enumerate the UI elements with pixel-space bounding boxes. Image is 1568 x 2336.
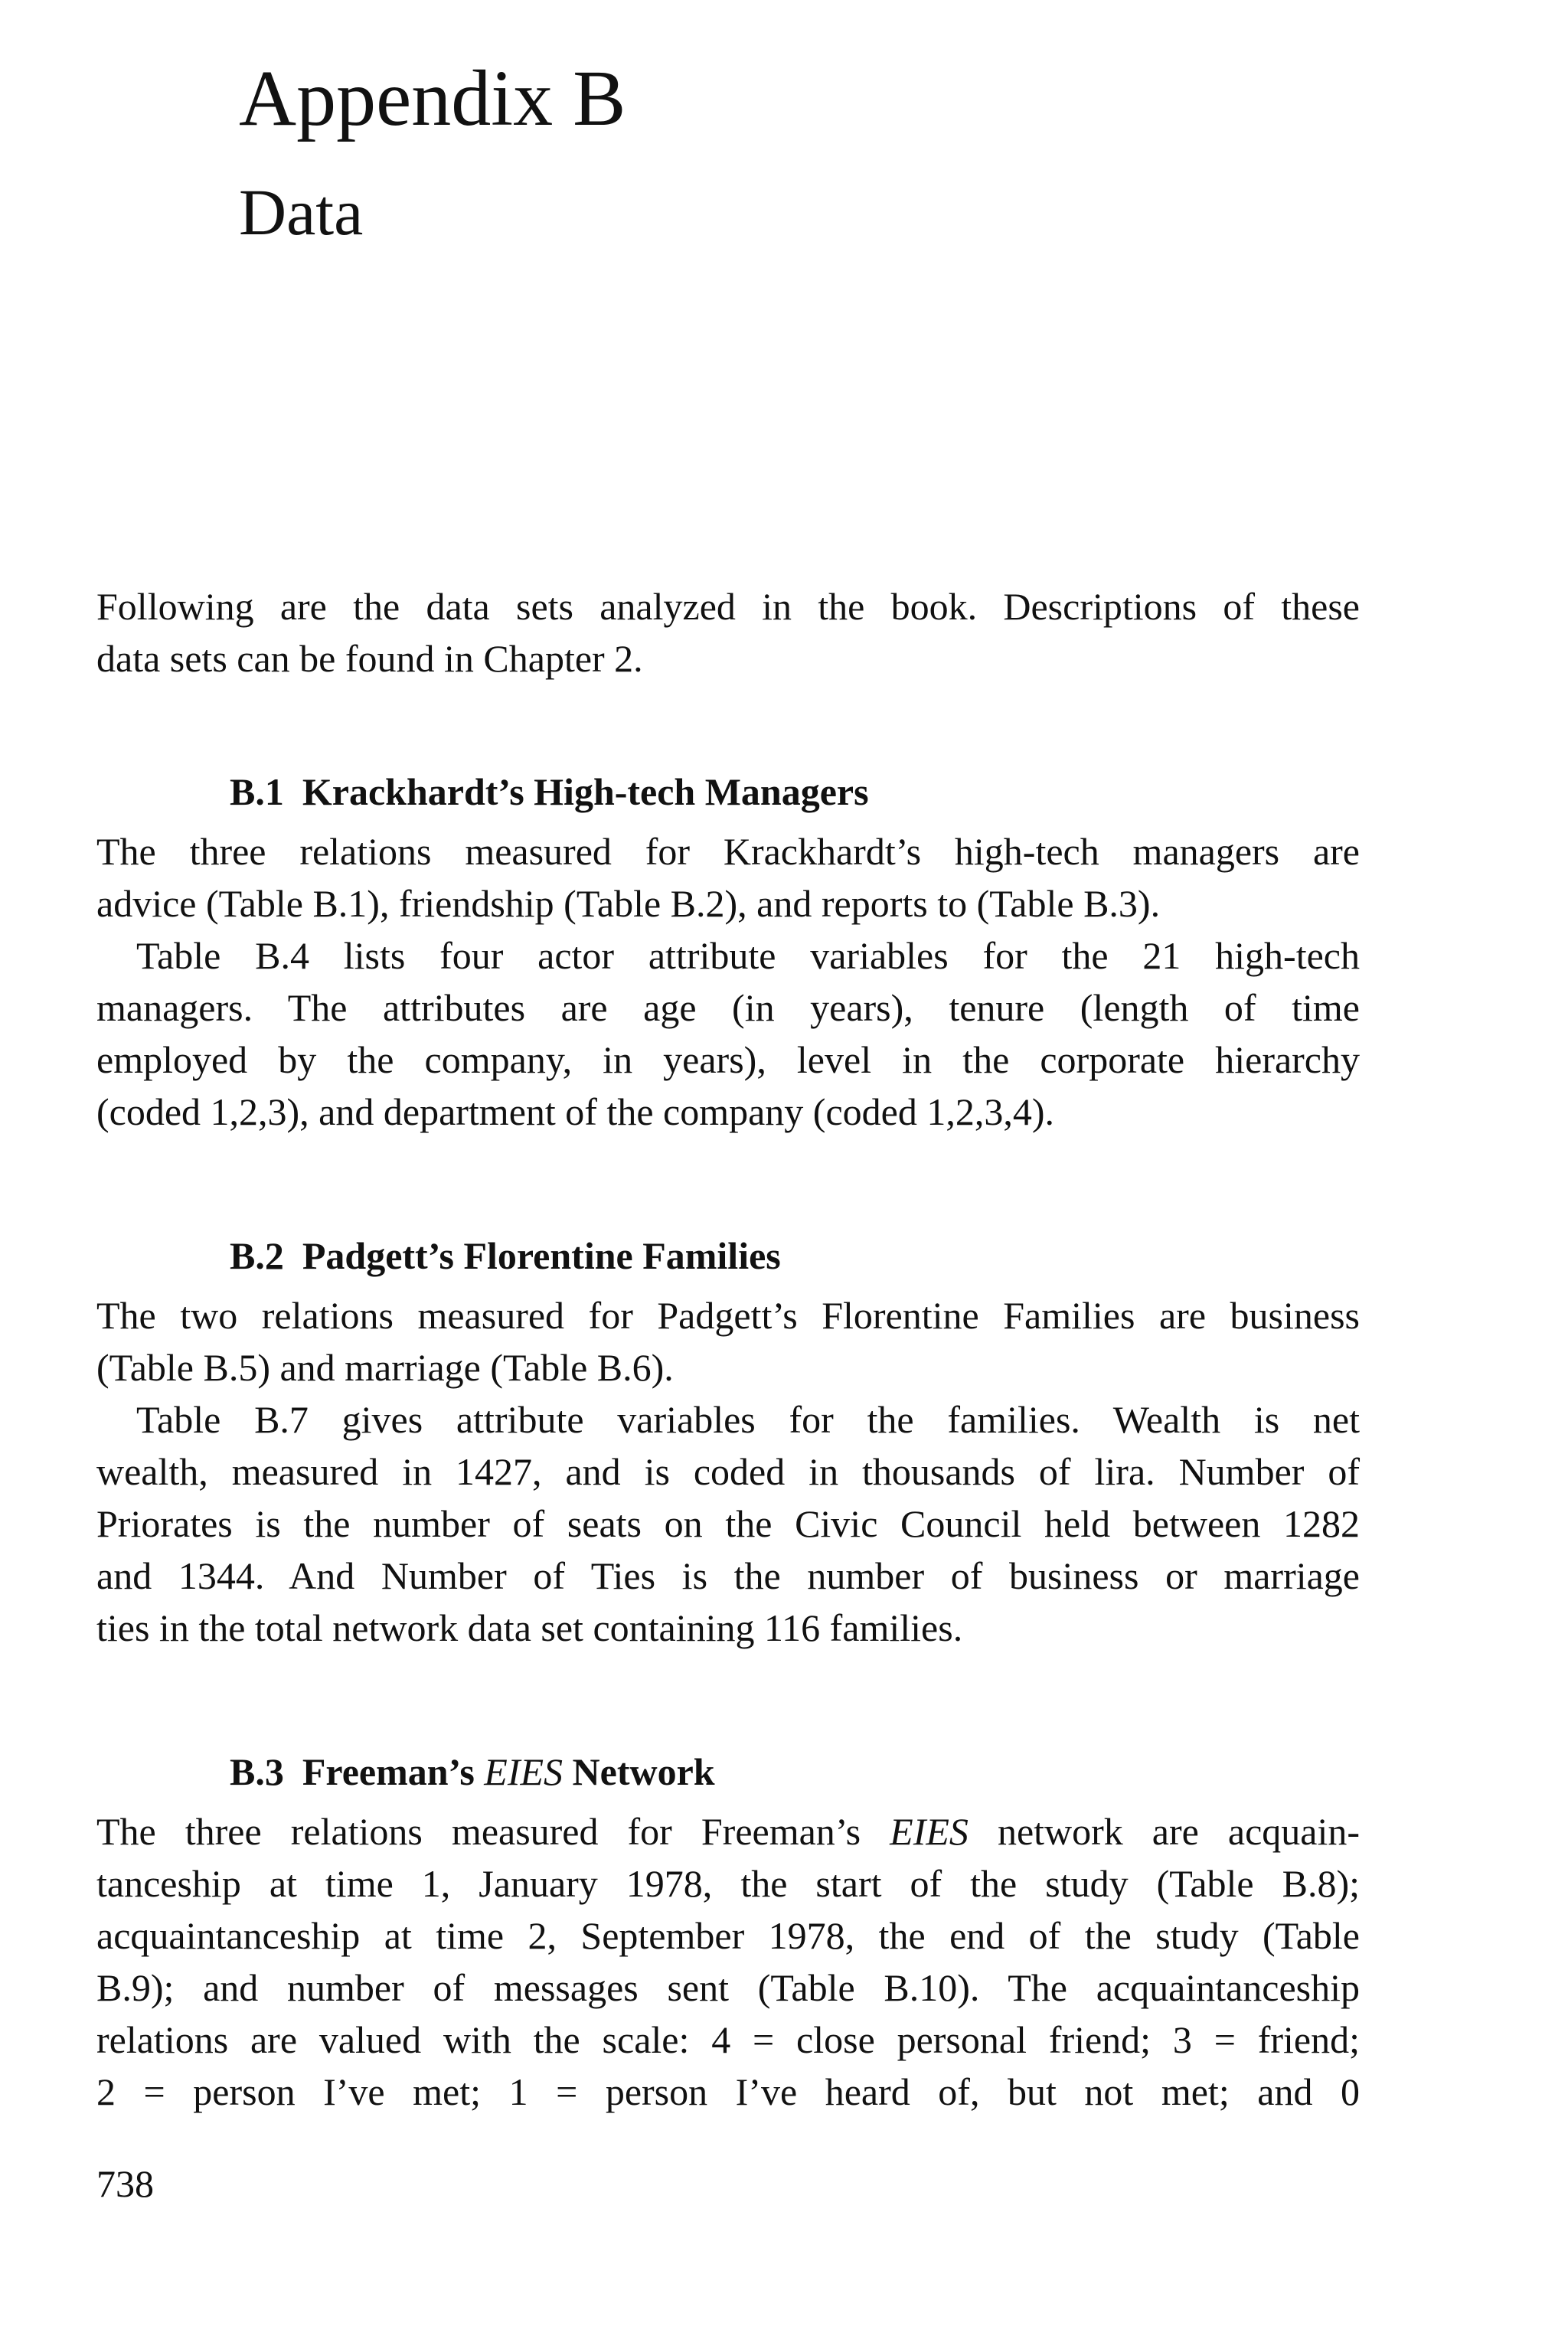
body-line: tanceship at time 1, January 1978, the start of the study (Table B.8); — [96, 1862, 1360, 1905]
appendix-title: Data — [239, 175, 364, 249]
body-line: relations are valued with the scale: 4 = close personal friend; 3 = friend; — [96, 2018, 1360, 2061]
body-text-italic: EIES — [890, 1810, 969, 1853]
section-title: Padgett’s Florentine Families — [302, 1234, 781, 1277]
body-line: wealth, measured in 1427, and is coded in thousands of lira. Number of — [96, 1450, 1360, 1493]
section-title-italic: EIES — [484, 1750, 564, 1793]
body-line: acquaintanceship at time 2, September 1978, the end of the study (Table — [96, 1914, 1360, 1957]
body-line: 2 = person I’ve met; 1 = person I’ve heard of, but not met; and 0 — [96, 2070, 1360, 2113]
intro-paragraph — [96, 580, 1360, 684]
section-b1-paragraph-1 — [96, 825, 1360, 929]
body-line: advice (Table B.1), friendship (Table B.2), and reports to (Table B.3). — [96, 882, 1161, 925]
section-number: B.1 — [230, 770, 284, 813]
section-b3-paragraph-1 — [96, 1805, 1360, 2118]
body-line: The two relations measured for Padgett’s Florentine Families are business — [96, 1294, 1360, 1337]
section-heading-b2 — [230, 1230, 781, 1282]
section-b1-paragraph-2 — [96, 929, 1360, 1138]
section-number: B.2 — [230, 1234, 284, 1277]
page-number: 738 — [96, 2162, 154, 2205]
section-number: B.3 — [230, 1750, 284, 1793]
section-b2-paragraph-2 — [96, 1393, 1360, 1654]
appendix-label: Appendix B — [239, 54, 626, 142]
body-line: and 1344. And Number of Ties is the number of business or marriage — [96, 1554, 1360, 1597]
body-line — [96, 1805, 1360, 1857]
section-heading-b1 — [230, 766, 869, 818]
body-line: Table B.4 lists four actor attribute variables for the 21 high-tech — [136, 934, 1360, 977]
body-line: (coded 1,2,3), and department of the company (coded 1,2,3,4). — [96, 1090, 1054, 1133]
body-line: The three relations measured for Krackhardt’s high-tech managers are — [96, 830, 1360, 873]
body-line: Table B.7 gives attribute variables for the families. Wealth is net — [136, 1398, 1360, 1441]
section-title-post: Network — [563, 1750, 715, 1793]
section-b2-paragraph-1 — [96, 1289, 1360, 1393]
section-title-pre: Freeman’s — [302, 1750, 485, 1793]
section-heading-b3 — [230, 1746, 715, 1798]
body-line: (Table B.5) and marriage (Table B.6). — [96, 1346, 674, 1389]
body-line: Priorates is the number of seats on the Civic Council held between 1282 — [96, 1502, 1360, 1545]
intro-line: data sets can be found in Chapter 2. — [96, 637, 643, 680]
body-text: network are acquain- — [968, 1810, 1360, 1853]
section-title: Krackhardt’s High-tech Managers — [302, 770, 869, 813]
body-line: ties in the total network data set containing 116 families. — [96, 1606, 963, 1649]
intro-line: Following are the data sets analyzed in the book. Descriptions of these — [96, 585, 1360, 628]
body-text: The three relations measured for Freeman’s — [96, 1810, 890, 1853]
body-line: employed by the company, in years), level in the corporate hierarchy — [96, 1038, 1360, 1081]
body-line: B.9); and number of messages sent (Table B.10). The acquaintanceship — [96, 1966, 1360, 2009]
body-line: managers. The attributes are age (in years), tenure (length of time — [96, 986, 1360, 1029]
